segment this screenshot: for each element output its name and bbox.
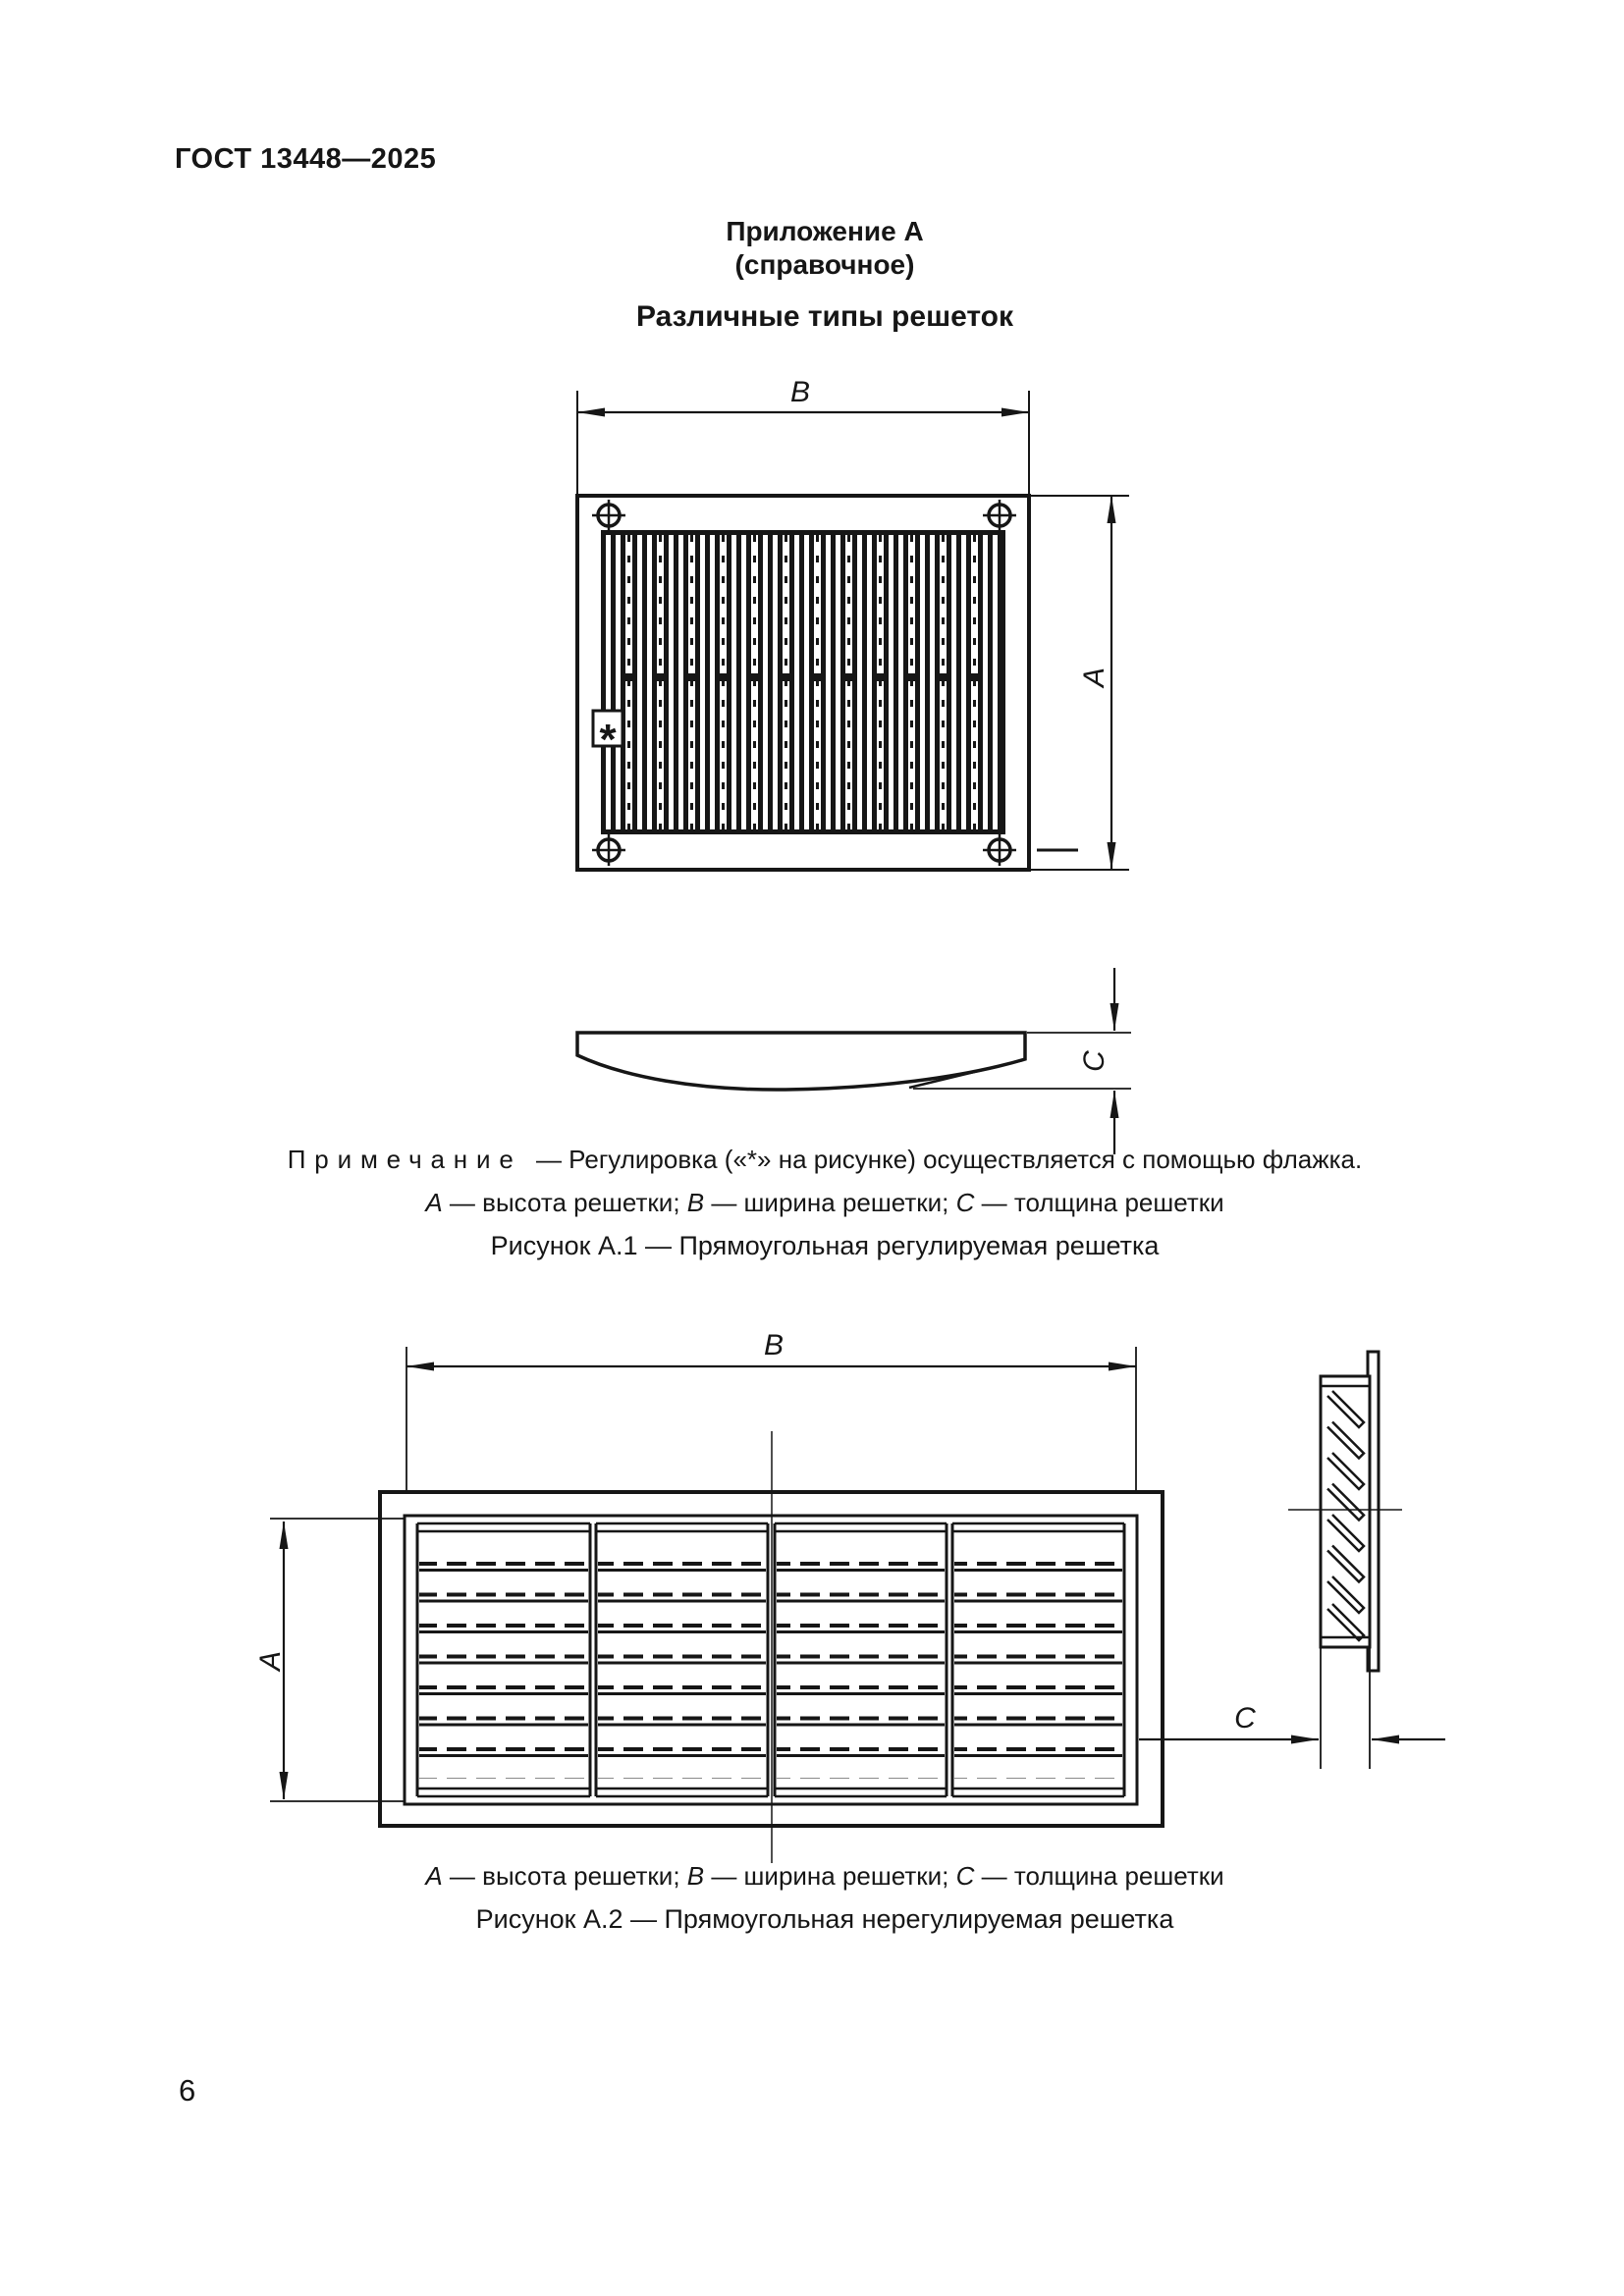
figure-a1-legend — [20, 1188, 1624, 1218]
a1-adjuster-ticks — [601, 673, 1005, 681]
legend-height-text: — высота решетки; — [442, 1861, 687, 1891]
a1-side-view — [577, 1033, 1025, 1090]
figure-a1-caption: Рисунок А.1 — Прямоугольная регулируемая решетка — [490, 1231, 1160, 1260]
a2-dim-height-label: А — [254, 1650, 287, 1672]
figure-a2-caption: Рисунок А.2 — Прямоугольная нерегулируемая решетка — [475, 1904, 1174, 1934]
appendix-name: Приложение А — [726, 216, 924, 246]
legend-width-symbol: В — [686, 1861, 705, 1891]
note-text: — Регулировка («*» на рисунке) осуществляется с помощью флажка. — [535, 1145, 1363, 1174]
a2-dim-thickness-label: С — [1234, 1702, 1256, 1735]
a1-dimension-width — [577, 376, 1029, 496]
a2-panel-3 — [775, 1523, 947, 1796]
a2-dim-width-label: В — [763, 1329, 785, 1362]
a1-dim-thickness-label: С — [1078, 1050, 1110, 1072]
a1-slat-field — [601, 530, 1005, 834]
legend-height-text: — высота решетки; — [442, 1188, 687, 1217]
standard-code-header: ГОСТ 13448—2025 — [175, 143, 437, 175]
figure-a2-legend — [20, 1861, 1624, 1892]
a2-panel-1 — [417, 1523, 590, 1796]
a1-dim-height-label: А — [1078, 667, 1110, 688]
figure-a1-note — [20, 1145, 1624, 1175]
legend-width-text: — ширина решетки; — [704, 1861, 956, 1891]
a2-panel-2 — [596, 1523, 768, 1796]
a2-panel-4 — [952, 1523, 1124, 1796]
legend-thickness-symbol: С — [955, 1861, 975, 1891]
a2-side-view — [1288, 1352, 1402, 1671]
appendix-kind: (справочное) — [734, 249, 915, 280]
a1-asterisk-marker: * — [599, 716, 617, 764]
figure-a2-drawing — [254, 1329, 1445, 1863]
note-label: Примечание — [287, 1145, 522, 1174]
legend-width-symbol: В — [686, 1188, 705, 1217]
a1-dim-width-label: В — [789, 376, 811, 408]
appendix-title: Различные типы решеток — [635, 300, 1013, 333]
legend-thickness-text: — толщина решетки — [974, 1188, 1224, 1217]
legend-height-symbol: А — [425, 1861, 443, 1891]
legend-thickness-symbol: С — [955, 1188, 975, 1217]
a1-dimension-height — [1029, 496, 1129, 870]
figure-a1-drawing — [577, 376, 1131, 1154]
legend-height-symbol: А — [425, 1188, 443, 1217]
legend-width-text: — ширина решетки; — [704, 1188, 956, 1217]
page-number: 6 — [179, 2073, 196, 2108]
legend-thickness-text: — толщина решетки — [974, 1861, 1224, 1891]
a2-dimension-thickness — [1139, 1647, 1445, 1769]
